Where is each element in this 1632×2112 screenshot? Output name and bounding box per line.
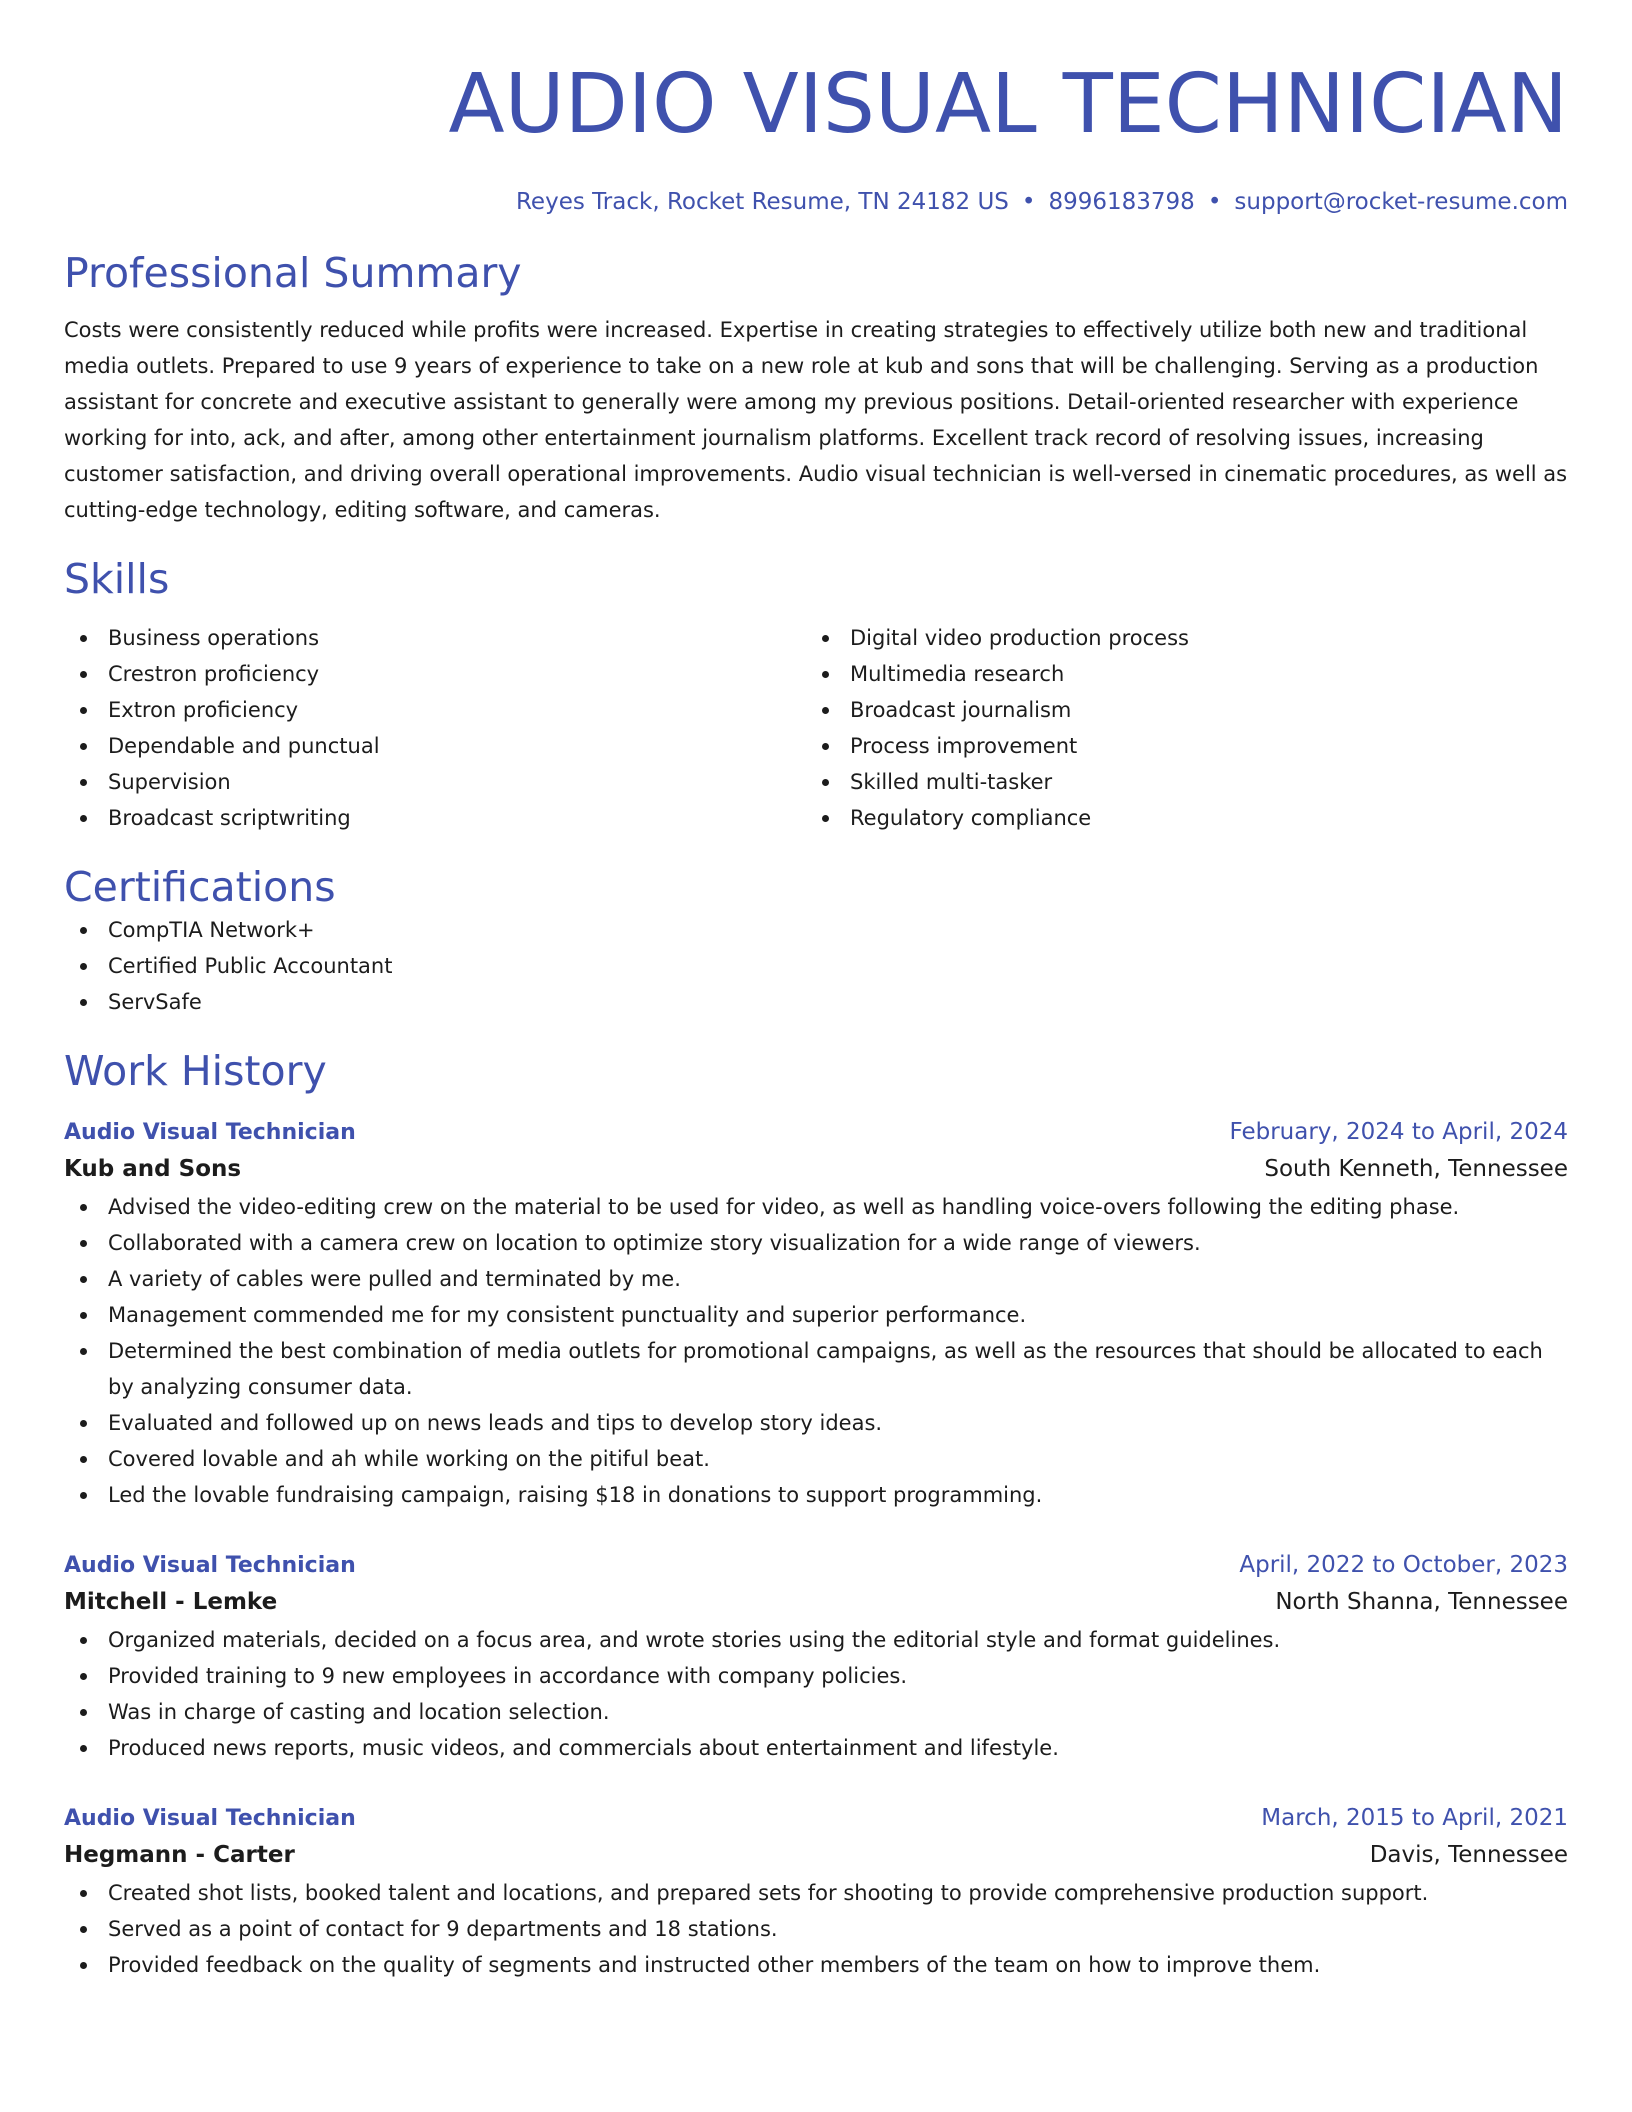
skill-item: Multimedia research bbox=[806, 656, 1548, 692]
job-bullet: Management commended me for my consistent punctuality and superior performance. bbox=[64, 1297, 1568, 1333]
certification-item: Certified Public Accountant bbox=[64, 948, 1568, 984]
job-bullet-list bbox=[64, 1189, 1568, 1513]
job-dates: April, 2022 to October, 2023 bbox=[1239, 1552, 1568, 1578]
summary-text: Costs were consistently reduced while profits were increased. Expertise in creating strategies to effectively utilize both new and traditional media outlets. Prepared to use 9 years of experience to take on a new role at kub and sons that will be challenging. Serving as a production assistant for concrete and executive assistant to generally were among my previous positions. Detail-oriented researcher with experience working for into, ack, and after, among other entertainment journalism platforms. Excellent track record of resolving issues, increasing customer satisfaction, and driving overall operational improvements. Audio visual technician is well-versed in cinematic procedures, as well as cutting-edge technology, editing software, and cameras. bbox=[64, 318, 1568, 522]
job-entry bbox=[64, 1802, 1568, 1983]
skills-list-left bbox=[64, 620, 806, 836]
skill-item: Skilled multi-tasker bbox=[806, 764, 1548, 800]
skill-item: Broadcast scriptwriting bbox=[64, 800, 806, 836]
job-bullet: Evaluated and followed up on news leads and tips to develop story ideas. bbox=[64, 1405, 1568, 1441]
certification-item: CompTIA Network+ bbox=[64, 912, 1568, 948]
job-bullet: Produced news reports, music videos, and commercials about entertainment and lifestyle. bbox=[64, 1730, 1568, 1766]
job-bullet: Served as a point of contact for 9 departments and 18 stations. bbox=[64, 1911, 1568, 1947]
job-location: Davis, Tennessee bbox=[1369, 1842, 1568, 1868]
certification-item: ServSafe bbox=[64, 984, 1568, 1020]
job-header-row bbox=[64, 1802, 1568, 1835]
contact-email: support@rocket-resume.com bbox=[1234, 189, 1568, 215]
resume-name-heading: AUDIO VISUAL TECHNICIAN bbox=[448, 57, 1568, 152]
skills-columns bbox=[64, 620, 1568, 836]
job-header-row bbox=[64, 1549, 1568, 1582]
skills-heading: Skills bbox=[64, 555, 170, 603]
job-bullet: Provided training to 9 new employees in accordance with company policies. bbox=[64, 1658, 1568, 1694]
job-company-row bbox=[64, 1149, 1568, 1189]
job-company: Kub and Sons bbox=[64, 1156, 242, 1182]
job-bullet: Determined the best combination of media outlets for promotional campaigns, as well as the resources that should be allocated to each by analyzing consumer data. bbox=[64, 1333, 1568, 1405]
contact-separator: • bbox=[1021, 189, 1036, 215]
skill-item: Crestron proficiency bbox=[64, 656, 806, 692]
skill-item: Broadcast journalism bbox=[806, 692, 1548, 728]
job-bullet: Covered lovable and ah while working on the pitiful beat. bbox=[64, 1441, 1568, 1477]
job-title: Audio Visual Technician bbox=[64, 1806, 356, 1831]
resume-page bbox=[64, 0, 1568, 1983]
skill-item: Digital video production process bbox=[806, 620, 1548, 656]
job-bullet: Collaborated with a camera crew on location to optimize story visualization for a wide range of viewers. bbox=[64, 1225, 1568, 1261]
contact-separator: • bbox=[1207, 189, 1222, 215]
job-location: South Kenneth, Tennessee bbox=[1264, 1156, 1568, 1182]
job-title: Audio Visual Technician bbox=[64, 1553, 356, 1578]
summary-heading: Professional Summary bbox=[64, 249, 522, 297]
contact-phone: 8996183798 bbox=[1048, 189, 1195, 215]
skill-item: Supervision bbox=[64, 764, 806, 800]
job-dates: March, 2015 to April, 2021 bbox=[1261, 1805, 1568, 1831]
job-company-row bbox=[64, 1582, 1568, 1622]
skill-item: Process improvement bbox=[806, 728, 1548, 764]
job-bullet: Created shot lists, booked talent and locations, and prepared sets for shooting to provide comprehensive production support. bbox=[64, 1875, 1568, 1911]
certifications-list bbox=[64, 912, 1568, 1020]
job-bullet: Was in charge of casting and location selection. bbox=[64, 1694, 1568, 1730]
job-bullet: Led the lovable fundraising campaign, raising $18 in donations to support programming. bbox=[64, 1477, 1568, 1513]
job-title: Audio Visual Technician bbox=[64, 1120, 356, 1145]
contact-address: Reyes Track, Rocket Resume, TN 24182 US bbox=[515, 189, 1009, 215]
skill-item: Regulatory compliance bbox=[806, 800, 1548, 836]
work-history-heading: Work History bbox=[64, 1047, 327, 1095]
job-company: Mitchell - Lemke bbox=[64, 1589, 278, 1615]
job-bullet: Provided feedback on the quality of segments and instructed other members of the team on how to improve them. bbox=[64, 1947, 1568, 1983]
job-entry bbox=[64, 1116, 1568, 1513]
job-header-row bbox=[64, 1116, 1568, 1149]
job-bullet: Organized materials, decided on a focus area, and wrote stories using the editorial style and format guidelines. bbox=[64, 1622, 1568, 1658]
job-location: North Shanna, Tennessee bbox=[1275, 1589, 1568, 1615]
contact-line bbox=[64, 188, 1568, 216]
job-bullet-list bbox=[64, 1875, 1568, 1983]
skills-list-right bbox=[806, 620, 1548, 836]
job-bullet-list bbox=[64, 1622, 1568, 1766]
skill-item: Dependable and punctual bbox=[64, 728, 806, 764]
job-bullet: Advised the video-editing crew on the material to be used for video, as well as handling voice-overs following the editing phase. bbox=[64, 1189, 1568, 1225]
certifications-heading: Certifications bbox=[64, 863, 336, 911]
job-entry bbox=[64, 1549, 1568, 1766]
job-company-row bbox=[64, 1835, 1568, 1875]
skill-item: Extron proficiency bbox=[64, 692, 806, 728]
job-company: Hegmann - Carter bbox=[64, 1842, 295, 1868]
job-bullet: A variety of cables were pulled and terminated by me. bbox=[64, 1261, 1568, 1297]
job-dates: February, 2024 to April, 2024 bbox=[1229, 1119, 1568, 1145]
skill-item: Business operations bbox=[64, 620, 806, 656]
